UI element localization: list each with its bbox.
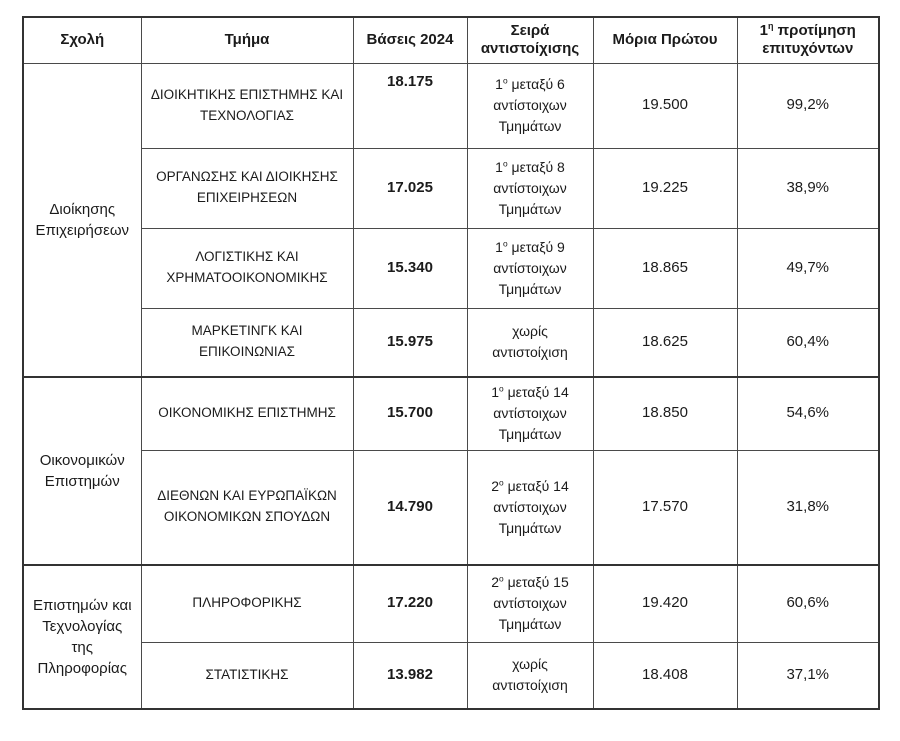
header-pref-num: 1 (759, 21, 769, 39)
seira-cell (467, 642, 593, 709)
header-school: Σχολή (23, 17, 141, 63)
seira-rest: μεταξύ 15 αντίστοιχων Τμημάτων (493, 574, 569, 633)
school-cell: Διοίκησης Επιχειρήσεων (23, 63, 141, 377)
seira-num: 2 (491, 477, 500, 494)
table-row (23, 63, 879, 148)
moria-cell: 18.865 (593, 228, 737, 308)
seira-rest: μεταξύ 6 αντίστοιχων Τμημάτων (493, 76, 567, 134)
seira-cell (467, 308, 593, 377)
table-row (23, 642, 879, 709)
admissions-table (22, 16, 880, 710)
table-row (23, 308, 879, 377)
dept-cell: ΜΑΡΚΕΤΙΝΓΚ ΚΑΙ ΕΠΙΚΟΙΝΩΝΙΑΣ (141, 308, 353, 377)
base-cell: 17.220 (353, 565, 467, 642)
base-cell: 15.340 (353, 228, 467, 308)
seira-num: 1 (491, 384, 500, 401)
seira-num: 2 (491, 574, 500, 591)
moria-cell: 18.625 (593, 308, 737, 377)
seira-rest: μεταξύ 14 αντίστοιχων Τμημάτων (493, 477, 569, 536)
seira-rest: μεταξύ 8 αντίστοιχων Τμημάτων (493, 158, 567, 217)
pct-cell: 99,2% (737, 63, 879, 148)
seira-sup: ο (502, 157, 508, 168)
header-pref (737, 17, 879, 63)
seira-cell (467, 377, 593, 450)
seira-cell (467, 565, 593, 642)
moria-cell: 19.225 (593, 148, 737, 228)
base-cell: 17.025 (353, 148, 467, 228)
base-cell: 14.790 (353, 450, 467, 565)
seira-num: 1 (495, 158, 503, 175)
moria-cell: 19.420 (593, 565, 737, 642)
table-row (23, 228, 879, 308)
moria-cell: 18.408 (593, 642, 737, 709)
table-row (23, 565, 879, 642)
base-cell: 13.982 (353, 642, 467, 709)
header-row (23, 17, 879, 63)
moria-cell: 19.500 (593, 63, 737, 148)
moria-cell: 17.570 (593, 450, 737, 565)
seira-sup: ο (502, 75, 508, 86)
dept-cell: ΛΟΓΙΣΤΙΚΗΣ ΚΑΙ ΧΡΗΜΑΤΟΟΙΚΟΝΟΜΙΚΗΣ (141, 228, 353, 308)
dept-cell: ΔΙΟΙΚΗΤΙΚΗΣ ΕΠΙΣΤΗΜΗΣ ΚΑΙ ΤΕΧΝΟΛΟΓΙΑΣ (141, 63, 353, 148)
school-cell: Επιστημών και Τεχνολογίας της Πληροφορίας (23, 565, 141, 709)
seira-cell (467, 148, 593, 228)
pct-cell: 60,6% (737, 565, 879, 642)
dept-cell: ΠΛΗΡΟΦΟΡΙΚΗΣ (141, 565, 353, 642)
base-cell: 18.175 (353, 63, 467, 148)
seira-cell (467, 63, 593, 148)
seira-rest: μεταξύ 9 αντίστοιχων Τμημάτων (493, 238, 567, 297)
dept-cell: ΣΤΑΤΙΣΤΙΚΗΣ (141, 642, 353, 709)
dept-cell: ΔΙΕΘΝΩΝ ΚΑΙ ΕΥΡΩΠΑΪΚΩΝ ΟΙΚΟΝΟΜΙΚΩΝ ΣΠΟΥΔΩΝ (141, 450, 353, 565)
header-pref-rest: προτίμηση επιτυχόντων (762, 21, 856, 58)
header-moria: Μόρια Πρώτου (593, 17, 737, 63)
base-cell: 15.700 (353, 377, 467, 450)
pct-cell: 37,1% (737, 642, 879, 709)
header-pref-sup: η (768, 20, 774, 31)
school-cell: Οικονομικών Επιστημών (23, 377, 141, 565)
pct-cell: 54,6% (737, 377, 879, 450)
seira-rest: χωρίς αντιστοίχιση (492, 323, 568, 361)
base-cell: 15.975 (353, 308, 467, 377)
pct-cell: 31,8% (737, 450, 879, 565)
header-seira: Σειρά αντιστοίχισης (467, 17, 593, 63)
seira-sup: ο (499, 573, 504, 584)
seira-cell (467, 450, 593, 565)
pct-cell: 38,9% (737, 148, 879, 228)
header-dept: Τμήμα (141, 17, 353, 63)
dept-cell: ΟΡΓΑΝΩΣΗΣ ΚΑΙ ΔΙΟΙΚΗΣΗΣ ΕΠΙΧΕΙΡΗΣΕΩΝ (141, 148, 353, 228)
header-base: Βάσεις 2024 (353, 17, 467, 63)
pct-cell: 60,4% (737, 308, 879, 377)
seira-rest: μεταξύ 14 αντίστοιχων Τμημάτων (493, 384, 569, 443)
seira-rest: χωρίς αντιστοίχιση (492, 656, 568, 694)
seira-sup: ο (499, 383, 504, 394)
table-row (23, 148, 879, 228)
seira-sup: ο (502, 237, 508, 248)
dept-cell: ΟΙΚΟΝΟΜΙΚΗΣ ΕΠΙΣΤΗΜΗΣ (141, 377, 353, 450)
seira-sup: ο (499, 477, 504, 488)
table-row (23, 377, 879, 450)
table-row (23, 450, 879, 565)
seira-cell (467, 228, 593, 308)
pct-cell: 49,7% (737, 228, 879, 308)
seira-num: 1 (495, 238, 503, 255)
moria-cell: 18.850 (593, 377, 737, 450)
seira-num: 1 (495, 76, 503, 92)
